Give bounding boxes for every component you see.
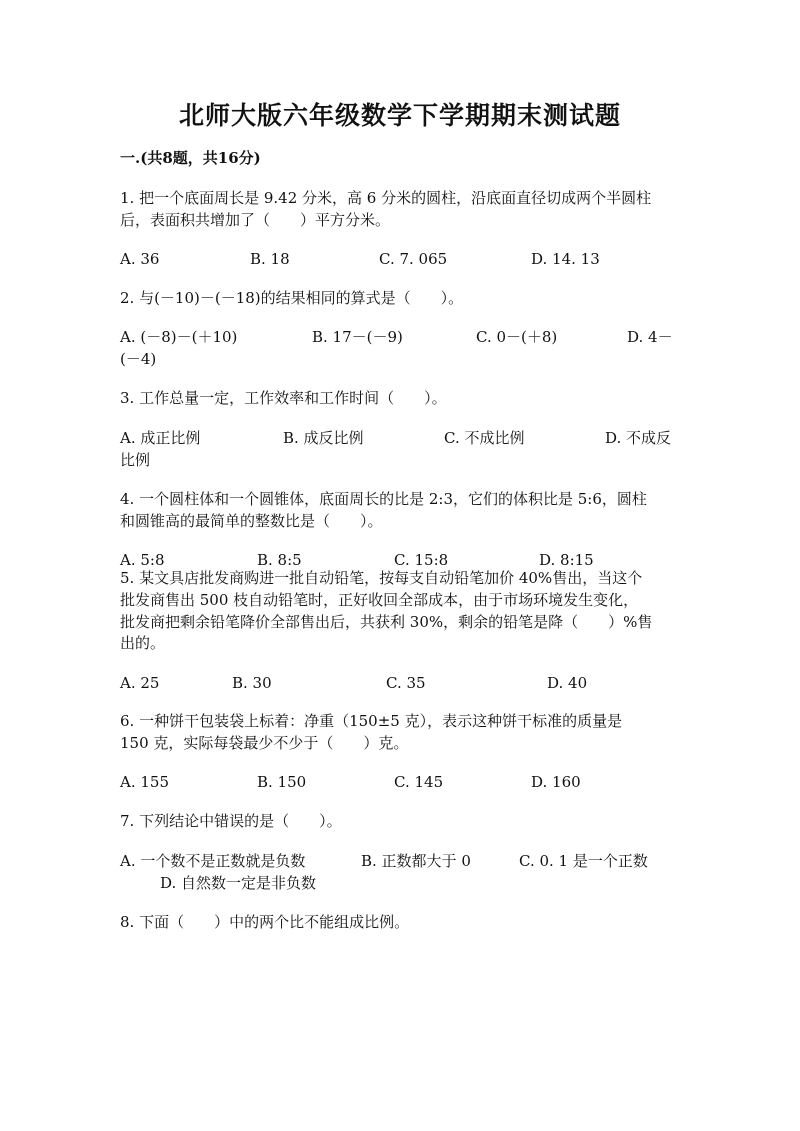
- question-3-option-a: A. 成正比例: [120, 429, 201, 447]
- question-7-option-a: A. 一个数不是正数就是负数: [120, 852, 306, 870]
- question-6-option-b: B. 150: [257, 773, 307, 791]
- question-7-option-c: C. 0. 1 是一个正数: [519, 852, 648, 870]
- question-1-option-c: C. 7. 065: [379, 250, 448, 268]
- question-6-line-2: 150 克，实际每袋最少不少于（ ）克。: [120, 734, 409, 752]
- question-4-option-a: A. 5:8: [120, 551, 165, 569]
- question-1-line-2: 后，表面积共增加了（ ）平方分米。: [120, 211, 391, 229]
- question-3-line-1: 3. 工作总量一定，工作效率和工作时间（ ）。: [120, 389, 447, 407]
- question-5-option-b: B. 30: [232, 674, 272, 692]
- question-4-option-c: C. 15:8: [394, 551, 449, 569]
- question-2-option-c: C. 0－(＋8): [476, 328, 558, 346]
- question-3-option-b: B. 成反比例: [283, 429, 364, 447]
- question-2-option-d: D. 4－: [627, 328, 673, 346]
- question-3-option-d-wrap: 比例: [120, 451, 151, 469]
- question-3-option-c: C. 不成比例: [444, 429, 525, 447]
- question-5-line-1: 5. 某文具店批发商购进一批自动铅笔，按每支自动铅笔加价 40%售出，当这个: [120, 569, 643, 587]
- question-6-option-c: C. 145: [394, 773, 444, 791]
- question-4-line-1: 4. 一个圆柱体和一个圆锥体，底面周长的比是 2:3，它们的体积比是 5:6，圆柱: [120, 490, 647, 508]
- question-6-option-d: D. 160: [531, 773, 581, 791]
- question-5-line-3: 批发商把剩余铅笔降价全部售出后，共获利 30%，剩余的铅笔是降（ ）%售: [120, 613, 653, 631]
- question-1-option-d: D. 14. 13: [531, 250, 600, 268]
- question-7-line-1: 7. 下列结论中错误的是（ ）。: [120, 812, 342, 830]
- question-5-option-a: A. 25: [120, 674, 160, 692]
- question-8-line-1: 8. 下面（ ）中的两个比不能组成比例。: [120, 913, 410, 931]
- section-heading: 一.(共8题，共16分): [120, 149, 261, 167]
- question-6-line-1: 6. 一种饼干包装袋上标着：净重（150±5 克），表示这种饼干标准的质量是: [120, 712, 623, 730]
- question-2-option-a: A. (－8)－(＋10): [120, 328, 238, 346]
- question-1-line-1: 1. 把一个底面周长是 9.42 分米，高 6 分米的圆柱，沿底面直径切成两个半圆柱: [120, 189, 652, 207]
- question-5-line-4: 出的。: [120, 634, 166, 652]
- question-2-option-d-wrap: (－4): [120, 350, 157, 368]
- page-title: 北师大版六年级数学下学期期末测试题: [178, 101, 621, 130]
- question-4-line-2: 和圆锥高的最简单的整数比是（ ）。: [120, 512, 383, 530]
- question-7-option-d: D. 自然数一定是非负数: [160, 874, 317, 892]
- question-5-option-d: D. 40: [547, 674, 588, 692]
- question-1-option-a: A. 36: [120, 250, 160, 268]
- question-7-option-b: B. 正数都大于 0: [361, 852, 471, 870]
- question-6-option-a: A. 155: [120, 773, 169, 791]
- question-3-option-d: D. 不成反: [605, 429, 672, 447]
- question-2-option-b: B. 17－(－9): [312, 328, 403, 346]
- question-5-line-2: 批发商售出 500 枝自动铅笔时，正好收回全部成本，由于市场环境发生变化，: [120, 591, 639, 609]
- question-4-option-d: D. 8:15: [539, 551, 594, 569]
- question-5-option-c: C. 35: [386, 674, 426, 692]
- question-4-option-b: B. 8:5: [257, 551, 302, 569]
- question-1-option-b: B. 18: [250, 250, 290, 268]
- question-2-line-1: 2. 与(－10)－(－18)的结果相同的算式是（ ）。: [120, 289, 464, 307]
